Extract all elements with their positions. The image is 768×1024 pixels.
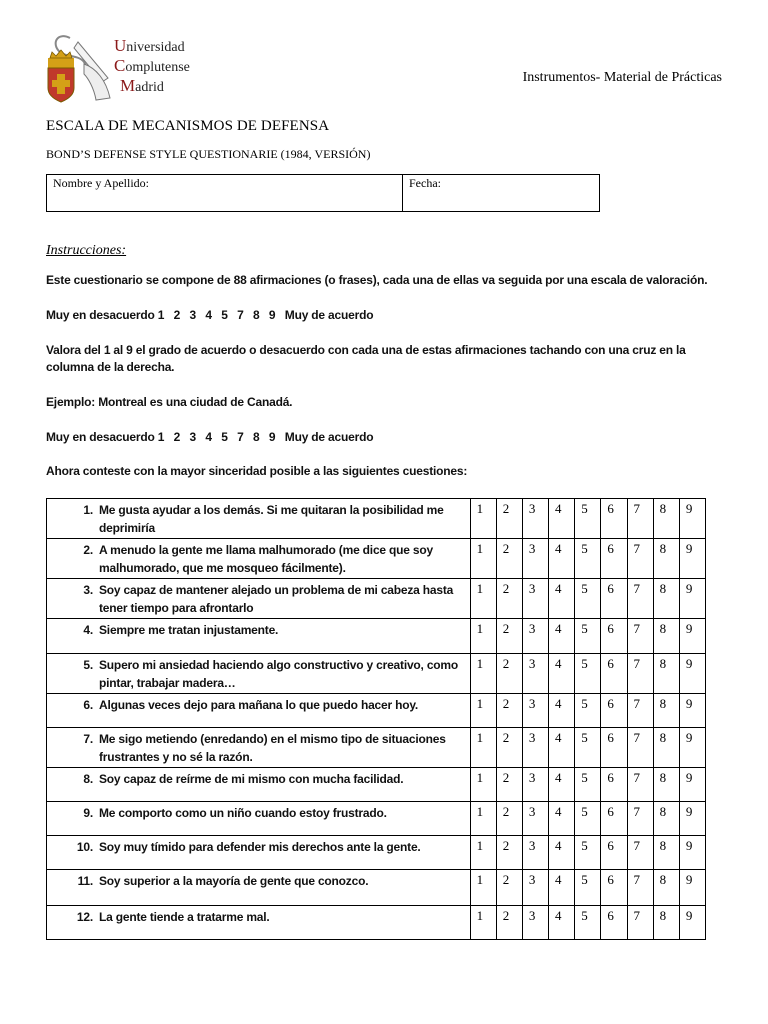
rating-option-6[interactable]: 6 (601, 694, 627, 728)
rating-option-8[interactable]: 8 (653, 728, 679, 768)
rating-option-8[interactable]: 8 (653, 539, 679, 579)
rating-option-9[interactable]: 9 (679, 906, 705, 940)
name-label: Nombre y Apellido: (53, 176, 149, 190)
rating-option-4[interactable]: 4 (549, 906, 575, 940)
question-text: Me sigo metiendo (enredando) en el mismo tipo de situaciones frustrantes y no sé la razón. (99, 732, 446, 764)
rating-option-3[interactable]: 3 (522, 728, 548, 768)
rating-option-5[interactable]: 5 (575, 836, 601, 870)
question-cell (47, 694, 471, 728)
rating-option-9[interactable]: 9 (679, 694, 705, 728)
rating-option-7[interactable]: 7 (627, 619, 653, 654)
rating-option-1[interactable]: 1 (470, 802, 496, 836)
rating-option-5[interactable]: 5 (575, 768, 601, 802)
question-number: 2. (83, 543, 93, 557)
question-cell (47, 802, 471, 836)
rating-option-8[interactable]: 8 (653, 802, 679, 836)
rating-option-1[interactable]: 1 (470, 499, 496, 539)
question-text: Soy capaz de reírme de mi mismo con mucha facilidad. (99, 772, 404, 786)
rating-option-6[interactable]: 6 (601, 802, 627, 836)
university-name-line-1: Universidad (114, 36, 185, 55)
table-row (47, 728, 706, 768)
table-row (47, 802, 706, 836)
question-number: 3. (83, 583, 93, 597)
rating-option-3[interactable]: 3 (522, 836, 548, 870)
rating-option-1[interactable]: 1 (470, 539, 496, 579)
rating-option-3[interactable]: 3 (522, 654, 548, 694)
rating-option-6[interactable]: 6 (601, 906, 627, 940)
rating-option-7[interactable]: 7 (627, 870, 653, 906)
rating-option-2[interactable]: 2 (496, 836, 522, 870)
rating-option-2[interactable]: 2 (496, 906, 522, 940)
question-text: Algunas veces dejo para mañana lo que puedo hacer hoy. (99, 698, 419, 712)
header-course-title: Instrumentos- Material de Prácticas (522, 70, 722, 85)
question-number: 12. (76, 910, 93, 924)
rating-option-5[interactable]: 5 (575, 906, 601, 940)
rating-option-4[interactable]: 4 (549, 802, 575, 836)
rating-option-2[interactable]: 2 (496, 870, 522, 906)
question-text: Me comporto como un niño cuando estoy frustrado. (99, 806, 387, 820)
question-number: 6. (83, 698, 93, 712)
rating-option-1[interactable]: 1 (470, 654, 496, 694)
question-cell (47, 768, 471, 802)
question-text: Supero mi ansiedad haciendo algo constructivo y creativo, como pintar, trabajar madera… (99, 658, 459, 690)
date-field[interactable] (403, 175, 599, 211)
name-date-box (46, 174, 600, 212)
table-row (47, 539, 706, 579)
rating-option-6[interactable]: 6 (601, 539, 627, 579)
table-row (47, 499, 706, 539)
question-cell (47, 836, 471, 870)
rating-option-3[interactable]: 3 (522, 499, 548, 539)
rating-option-6[interactable]: 6 (601, 870, 627, 906)
university-name-line-2: Complutense (114, 56, 190, 75)
rating-option-6[interactable]: 6 (601, 654, 627, 694)
rating-option-8[interactable]: 8 (653, 768, 679, 802)
table-row (47, 836, 706, 870)
table-row (47, 619, 706, 654)
rating-option-4[interactable]: 4 (549, 870, 575, 906)
rating-option-8[interactable]: 8 (653, 906, 679, 940)
rating-option-2[interactable]: 2 (496, 539, 522, 579)
rating-option-3[interactable]: 3 (522, 539, 548, 579)
rating-option-6[interactable]: 6 (601, 619, 627, 654)
rating-option-1[interactable]: 1 (470, 728, 496, 768)
rating-option-1[interactable]: 1 (470, 768, 496, 802)
rating-option-9[interactable]: 9 (679, 539, 705, 579)
rating-option-6[interactable]: 6 (601, 579, 627, 619)
rating-option-8[interactable]: 8 (653, 499, 679, 539)
rating-option-1[interactable]: 1 (470, 694, 496, 728)
question-number: 10. (76, 840, 93, 854)
question-text: Soy superior a la mayoría de gente que conozco. (99, 874, 369, 888)
rating-option-1[interactable]: 1 (470, 836, 496, 870)
question-text: A menudo la gente me llama malhumorado (me dice que soy malhumorado, que me mosqueo fácilmente). (99, 543, 433, 575)
rating-option-1[interactable]: 1 (470, 579, 496, 619)
rating-option-8[interactable]: 8 (653, 654, 679, 694)
instructions-paragraph-3: Ahora conteste con la mayor sinceridad posible a las siguientes cuestiones: (46, 464, 468, 478)
rating-option-8[interactable]: 8 (653, 579, 679, 619)
rating-option-6[interactable]: 6 (601, 499, 627, 539)
rating-option-2[interactable]: 2 (496, 499, 522, 539)
rating-option-7[interactable]: 7 (627, 694, 653, 728)
rating-option-9[interactable]: 9 (679, 870, 705, 906)
rating-option-2[interactable]: 2 (496, 768, 522, 802)
question-cell (47, 539, 471, 579)
rating-option-4[interactable]: 4 (549, 728, 575, 768)
rating-option-4[interactable]: 4 (549, 694, 575, 728)
rating-option-5[interactable]: 5 (575, 694, 601, 728)
table-row (47, 654, 706, 694)
document-title: ESCALA DE MECANISMOS DE DEFENSA (46, 118, 330, 134)
university-logo (44, 28, 194, 106)
rating-option-8[interactable]: 8 (653, 619, 679, 654)
rating-option-3[interactable]: 3 (522, 579, 548, 619)
instructions-paragraph-2: Valora del 1 al 9 el grado de acuerdo o desacuerdo con cada una de estas afirmaciones tachando con una cruz en la columna de la derecha. (46, 343, 686, 374)
question-number: 1. (83, 503, 93, 517)
rating-option-1[interactable]: 1 (470, 906, 496, 940)
question-text: Soy capaz de mantener alejado un problema de mi cabeza hasta tener tiempo para afrontarlo (99, 583, 454, 615)
rating-option-4[interactable]: 4 (549, 768, 575, 802)
rating-option-9[interactable]: 9 (679, 768, 705, 802)
rating-option-5[interactable]: 5 (575, 499, 601, 539)
rating-option-5[interactable]: 5 (575, 802, 601, 836)
table-row (47, 768, 706, 802)
rating-option-4[interactable]: 4 (549, 539, 575, 579)
rating-option-9[interactable]: 9 (679, 499, 705, 539)
rating-option-4[interactable]: 4 (549, 499, 575, 539)
rating-option-2[interactable]: 2 (496, 694, 522, 728)
rating-option-6[interactable]: 6 (601, 768, 627, 802)
question-text: Me gusta ayudar a los demás. Si me quitaran la posibilidad me deprimiría (99, 503, 444, 535)
rating-option-2[interactable]: 2 (496, 579, 522, 619)
table-row (47, 579, 706, 619)
date-label: Fecha: (409, 176, 441, 190)
rating-option-6[interactable]: 6 (601, 728, 627, 768)
rating-option-3[interactable]: 3 (522, 870, 548, 906)
example-line: Ejemplo: Montreal es una ciudad de Canadá. (46, 395, 293, 409)
table-row (47, 870, 706, 906)
rating-option-7[interactable]: 7 (627, 906, 653, 940)
scale-line-1: Muy en desacuerdo 1 2 3 4 5 7 8 9 Muy de acuerdo (46, 308, 374, 322)
rating-option-2[interactable]: 2 (496, 619, 522, 654)
table-row (47, 694, 706, 728)
rating-option-5[interactable]: 5 (575, 539, 601, 579)
rating-option-4[interactable]: 4 (549, 579, 575, 619)
instructions-paragraph-1: Este cuestionario se compone de 88 afirmaciones (o frases), cada una de ellas va seguida por una escala de valoración. (46, 273, 708, 287)
question-cell (47, 654, 471, 694)
instructions-heading: Instrucciones: (46, 243, 127, 258)
rating-option-7[interactable]: 7 (627, 768, 653, 802)
question-cell (47, 579, 471, 619)
rating-option-2[interactable]: 2 (496, 728, 522, 768)
rating-option-9[interactable]: 9 (679, 654, 705, 694)
rating-option-5[interactable]: 5 (575, 870, 601, 906)
rating-option-4[interactable]: 4 (549, 619, 575, 654)
rating-option-7[interactable]: 7 (627, 579, 653, 619)
rating-option-9[interactable]: 9 (679, 802, 705, 836)
rating-option-5[interactable]: 5 (575, 579, 601, 619)
question-cell (47, 728, 471, 768)
rating-option-9[interactable]: 9 (679, 836, 705, 870)
rating-option-4[interactable]: 4 (549, 654, 575, 694)
rating-option-9[interactable]: 9 (679, 728, 705, 768)
rating-option-3[interactable]: 3 (522, 768, 548, 802)
question-number: 5. (83, 658, 93, 672)
question-number: 4. (83, 623, 93, 637)
rating-option-9[interactable]: 9 (679, 579, 705, 619)
rating-option-7[interactable]: 7 (627, 728, 653, 768)
question-text: La gente tiende a tratarme mal. (99, 910, 270, 924)
rating-option-7[interactable]: 7 (627, 654, 653, 694)
question-text: Soy muy tímido para defender mis derechos ante la gente. (99, 840, 421, 854)
rating-option-3[interactable]: 3 (522, 906, 548, 940)
rating-option-5[interactable]: 5 (575, 654, 601, 694)
name-field[interactable] (47, 175, 403, 211)
question-text: Siempre me tratan injustamente. (99, 623, 279, 637)
question-number: 8. (83, 772, 93, 786)
rating-option-3[interactable]: 3 (522, 619, 548, 654)
rating-option-9[interactable]: 9 (679, 619, 705, 654)
rating-option-8[interactable]: 8 (653, 836, 679, 870)
document-subtitle: BOND’S DEFENSE STYLE QUESTIONARIE (1984, VERSIÓN) (46, 147, 371, 161)
rating-option-5[interactable]: 5 (575, 619, 601, 654)
rating-option-7[interactable]: 7 (627, 836, 653, 870)
rating-option-6[interactable]: 6 (601, 836, 627, 870)
question-cell (47, 906, 471, 940)
question-number: 9. (83, 806, 93, 820)
rating-option-2[interactable]: 2 (496, 654, 522, 694)
question-cell (47, 499, 471, 539)
rating-option-8[interactable]: 8 (653, 694, 679, 728)
question-number: 7. (83, 732, 93, 746)
rating-option-5[interactable]: 5 (575, 728, 601, 768)
rating-option-3[interactable]: 3 (522, 694, 548, 728)
rating-option-7[interactable]: 7 (627, 539, 653, 579)
question-number: 11. (77, 874, 93, 888)
question-cell (47, 619, 471, 654)
rating-option-1[interactable]: 1 (470, 619, 496, 654)
rating-option-4[interactable]: 4 (549, 836, 575, 870)
rating-option-7[interactable]: 7 (627, 802, 653, 836)
scale-line-2: Muy en desacuerdo 1 2 3 4 5 7 8 9 Muy de acuerdo (46, 430, 374, 444)
rating-option-3[interactable]: 3 (522, 802, 548, 836)
table-row (47, 906, 706, 940)
rating-option-2[interactable]: 2 (496, 802, 522, 836)
questionnaire-table (46, 498, 706, 940)
crest-icon (44, 28, 116, 106)
rating-option-1[interactable]: 1 (470, 870, 496, 906)
question-cell (47, 870, 471, 906)
rating-option-7[interactable]: 7 (627, 499, 653, 539)
university-name-line-3: Madrid (120, 76, 164, 95)
rating-option-8[interactable]: 8 (653, 870, 679, 906)
